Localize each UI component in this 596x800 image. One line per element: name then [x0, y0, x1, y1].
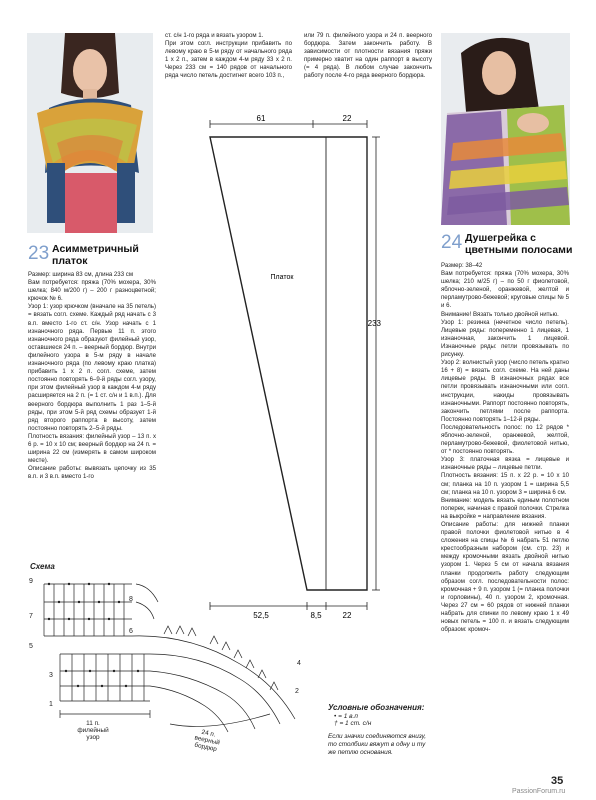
row-number-1: 1 — [49, 701, 53, 708]
legend-title: Условные обозначения: — [328, 703, 425, 712]
shawl-shape-diagram — [195, 112, 385, 622]
legend-note: Если значки соединяются внизу, то столбики вяжут в одну и ту же петлю основания. — [328, 733, 427, 756]
dim-side-height: 233 — [367, 319, 381, 328]
pattern-23-title: Асимметричный платок — [52, 243, 139, 267]
legend-dc — [334, 720, 371, 727]
row-number-2: 2 — [295, 688, 299, 695]
dim-top-narrow: 22 — [342, 114, 352, 123]
double-crochet-icon: † — [334, 720, 338, 727]
dim-top-wide: 61 — [256, 114, 266, 123]
pattern-24-body: Размер: 38–42 Вам потребуется: пряжа (70% мохера, 30% шелка; 210 м/25 г) – по 50 г фиолетовой, яблочно-зеленой, оранжевой, желтой и перламутрово-бежевой; круговые спицы № 5 и 6. Внимание! Вязать только двойной нитью. Узор 1: резинка (нечетное число петель). Лицевые ряды: попеременно 1 лицевая, 1 изнаночная, закончить 1 лицевой. Изнаночные ряды: петли провязывать по рисунку. Узор 2: волнистый узор (число петель кратно 16 + 8) = вязать согл. схеме. На ней даны лицевые ряды. В изнаночных рядах все петли провязывать изнаночными или согл. инструкции, накиды провязывать изнаночными. Раппорт постоянно повторять, закончить петлями после раппорта. Постоянно повторять 1–12-й ряды. Последовательность полос: по 12 рядов * яблочно-зеленой, оранжевой, желтой, перламутрово-бежевой, фиолетовой нитью, от * постоянно повторять. Узор 3: платочная вязка = лицевые и изнаночные ряды – лицевые петли. Плотность вязания: 15 п. х 22 р. = 10 х 10 см; планка на 10 п. узором 1 = ширина 5,5 см; планка на 10 п. узором 3 = ширина 6 см. Внимание: модель вязать единым полотном поперек, начиная с правой полочки. Стрелка на выкройке = направление вязания. Описание работы: для нижней планки правой полочки фиолетовой нитью в 4 сложения на спицы № 6 набрать 51 петлю крестообразным набором (см. стр. 23) и между кромочными вязать двойной нитью узором 1. Через 5 см от начала вязания планки продолжить работу следующим образом согл. последовательности полос: кромочная + 9 п. узором 1 (= планка полочки и горловины), 40 п. узором 2, кромочная. Через 27 см = 60 рядов от нижней планки набрать для спинки по левому краю 1 х 49 новых петель = 100 п. и вязать следующим образом: кромоч- — [441, 262, 569, 634]
chain-stitch-icon: • — [334, 713, 337, 720]
page-number: 35 — [551, 775, 564, 787]
filet-rows-lower — [60, 654, 150, 701]
shawl-model-photo — [27, 33, 153, 233]
pattern-23-body: Размер: ширина 83 см, длина 233 см Вам потребуется: пряжа (70% мохера, 30% шелка; 840 м/200 г) – 200 г разноцветной; крючок № 6. Узор 1: узор крючком (вначале на 35 петель) = вязать согл. схеме. Каждый ряд начать с 3 в.п. вместо 1-го ст. с/н. Узор начать с 1 изнаночного ряда. Первые 11 п. этого изнаночного ряда образуют филейный узор, оставшиеся 24 п. – веерный бордюр. Внутри филейного узора в 5-м ряду в начале изнаночного ряда (по левому краю платка) прибавить 1 х 2 п. согл. схеме, затем постоянно повторять 6–9-й ряды согл. узору, при этом филейный узор в каждом 4-м ряду расширяется на 2 п. (= 1 ст. с/н и 1 в.п.). Для веерного бордюра выполнить 1 раз 1–5-й ряды, при этом 5-й ряд схемы образует 1-й ряд второго раппорта в высоту, затем постоянно повторять 2–5-й ряды. Плотность вязания: филейный узор – 13 п. х 6 р. = 10 х 10 см; веерный бордюр на 24 п. = ширина 22 см (измерять в самом широком месте). Описание работы: вывязать цепочку из 35 в.п. и 3 в.п. вместо 1-го — [28, 271, 156, 481]
row-number-4: 4 — [297, 660, 301, 667]
row-number-9: 9 — [29, 578, 33, 585]
dim-bottom-wide: 52,5 — [253, 611, 269, 620]
site-watermark: PassionForum.ru — [512, 788, 566, 795]
crochet-schema-diagram — [40, 574, 320, 734]
row-number-6: 6 — [129, 628, 133, 635]
border-label: 24 п. веерный бордюр — [193, 728, 221, 754]
row-number-8: 8 — [129, 596, 133, 603]
row-number-3: 3 — [49, 672, 53, 679]
pattern-23-number: 23 — [28, 243, 50, 264]
filet-rows — [44, 584, 132, 636]
row-number-7: 7 — [29, 613, 33, 620]
legend-items — [334, 713, 371, 727]
schema-title: Схема — [30, 562, 55, 571]
dim-bottom-small: 8,5 — [310, 611, 322, 620]
text-column-2: ст. с/н 1-го ряда и вязать узором 1. При этом согл. инструкции прибавить по левому краю в 5-м ряду от начального ряда 1 х 2 п., затем в каждом 4-м ряду 33 х 2 п. Через 233 см = 140 рядов от начального ряда число петель достигнет всего 103 п., — [165, 32, 292, 80]
vest-model-photo — [441, 33, 570, 225]
row-number-5: 5 — [29, 643, 33, 650]
text-column-3: или 79 п. филейного узора и 24 п. веерного бордюра. Затем закончить работу. В зависимости от плотности вязания пряжи примерно хватит на один раппорт в высоту (= 4 ряда). В любом случае закончить работу после 4-го ряда веерного бордюра. — [304, 32, 432, 80]
fan-border — [132, 584, 295, 732]
dim-bottom-narrow: 22 — [342, 611, 352, 620]
vest-model-illustration — [441, 33, 570, 225]
legend-chain — [334, 713, 371, 720]
pattern-24-number: 24 — [441, 232, 463, 253]
legend-dc-text: = 1 ст. с/н — [339, 720, 372, 727]
pattern-24-title: Душегрейка с цветными полосами — [465, 232, 573, 256]
legend-chain-text: = 1 в.п — [338, 713, 358, 720]
shawl-model-illustration — [27, 33, 153, 233]
filet-label: 11 п. филейный узор — [77, 720, 109, 742]
shape-label: Платок — [270, 274, 294, 281]
